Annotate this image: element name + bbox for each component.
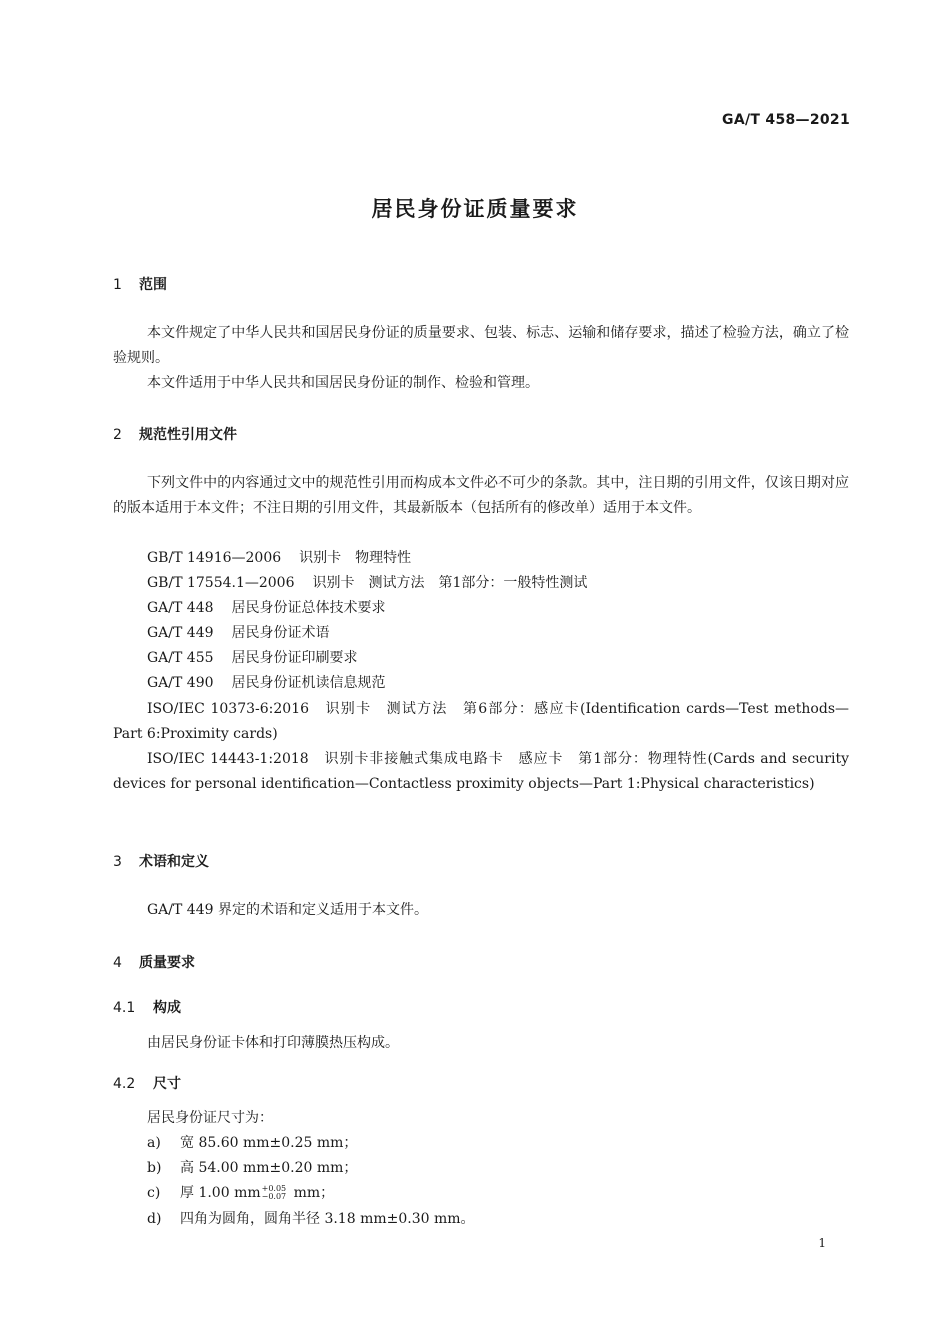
reference-code: GA/T 455 [147, 650, 214, 666]
section-number: 4 [113, 955, 122, 971]
reference-title: 居民身份证机读信息规范 [231, 675, 386, 691]
reference-item [147, 546, 411, 571]
list-item [147, 1156, 357, 1181]
list-text-pre: 厚 1.00 mm [180, 1185, 261, 1201]
reference-code: GA/T 490 [147, 675, 214, 691]
section-1-paragraph-1: 本文件规定了中华人民共和国居民身份证的质量要求、包装、标志、运输和储存要求，描述了检验方法，确立了检验规则。 [113, 325, 849, 366]
list-label: c) [147, 1185, 161, 1201]
reference-title: 识别卡 物理特性 [299, 550, 412, 566]
section-2-heading [113, 424, 237, 444]
section-title: 术语和定义 [139, 854, 209, 870]
section-3-paragraph: GA/T 449 界定的术语和定义适用于本文件。 [147, 902, 428, 918]
list-text: 高 54.00 mm±0.20 mm； [180, 1160, 358, 1176]
subsection-number: 4.1 [113, 1000, 136, 1016]
dimension-intro: 居民身份证尺寸为： [147, 1110, 273, 1126]
page-number: 1 [818, 1236, 826, 1250]
section-4-heading [113, 952, 195, 972]
section-1-paragraph-2: 本文件适用于中华人民共和国居民身份证的制作、检验和管理。 [147, 375, 539, 391]
tolerance-upper: +0.05 [261, 1184, 287, 1193]
reference-code: GA/T 448 [147, 600, 214, 616]
list-label: b) [147, 1160, 162, 1176]
section-title: 质量要求 [139, 955, 195, 971]
list-label: d) [147, 1211, 162, 1227]
reference-item [147, 671, 386, 696]
list-item [147, 1207, 475, 1232]
tolerance-lower: −0.07 [261, 1192, 287, 1201]
section-2-intro: 下列文件中的内容通过文中的规范性引用而构成本文件必不可少的条款。其中，注日期的引用文件，仅该日期对应的版本适用于本文件；不注日期的引用文件，其最新版本（包括所有的修改单）适用于本文件。 [113, 475, 849, 516]
list-text: 宽 85.60 mm±0.25 mm； [180, 1135, 358, 1151]
subsection-number: 4.2 [113, 1076, 136, 1092]
standard-code: GA/T 458—2021 [722, 112, 850, 128]
list-label: a) [147, 1135, 161, 1151]
section-number: 3 [113, 854, 122, 870]
subsection-4-1-heading [113, 997, 181, 1017]
reference-item-iso-14443: ISO/IEC 14443-1:2018 识别卡非接触式集成电路卡 感应卡 第1部分：物理特性(Cards and security devices for personal identification—Contactless proximity objects—Part 1:Physical characteristics) [113, 751, 849, 792]
reference-code: GA/T 449 [147, 625, 214, 641]
reference-item [147, 646, 358, 671]
section-number: 2 [113, 427, 122, 443]
section-number: 1 [113, 277, 122, 293]
reference-item [147, 596, 386, 621]
list-text-post: mm； [289, 1185, 335, 1201]
tolerance [262, 1185, 287, 1201]
section-title: 规范性引用文件 [139, 427, 237, 443]
list-text: 四角为圆角，圆角半径 3.18 mm±0.30 mm。 [180, 1211, 475, 1227]
reference-item-iso-10373: ISO/IEC 10373-6:2016 识别卡 测试方法 第6部分：感应卡(Identification cards—Test methods—Part 6:Proximity cards) [113, 701, 849, 742]
list-item [147, 1181, 334, 1206]
reference-code: GB/T 17554.1—2006 [147, 575, 295, 591]
subsection-4-2-heading [113, 1073, 181, 1093]
section-1-heading [113, 274, 167, 294]
reference-code: GB/T 14916—2006 [147, 550, 282, 566]
subsection-title: 尺寸 [153, 1076, 181, 1092]
subsection-4-1-paragraph: 由居民身份证卡体和打印薄膜热压构成。 [147, 1035, 399, 1051]
reference-item [147, 621, 330, 646]
reference-title: 居民身份证印刷要求 [231, 650, 358, 666]
list-item [147, 1131, 357, 1156]
subsection-title: 构成 [153, 1000, 181, 1016]
reference-item [147, 571, 587, 596]
reference-title: 居民身份证术语 [231, 625, 330, 641]
reference-title: 识别卡 测试方法 第1部分：一般特性测试 [312, 575, 588, 591]
section-3-heading [113, 851, 209, 871]
document-title: 居民身份证质量要求 [371, 197, 579, 221]
reference-title: 居民身份证总体技术要求 [231, 600, 386, 616]
section-title: 范围 [139, 277, 167, 293]
